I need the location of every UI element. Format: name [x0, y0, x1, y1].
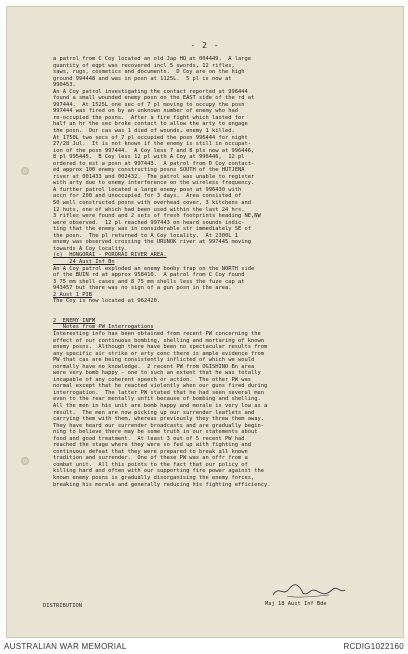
- text-line: interrogation. The latter PW stated that he had seen several men: [53, 389, 264, 396]
- text-line: Interesting info has been obtained from recent PW concerning the: [53, 330, 261, 337]
- text-line: breaking his morale and generally reducing his fighting efficiency.: [53, 481, 271, 488]
- text-line: ed approx 100 enemy constructing posns SOUTH of the HUTJENA: [53, 167, 245, 174]
- text-line: enemy posns. Although there have been no spectacular results from: [53, 344, 268, 351]
- footer-institution: AUSTRALIAN WAR MEMORIAL: [4, 642, 127, 651]
- handwritten-signature: [269, 581, 349, 601]
- page-number: - 2 -: [190, 41, 220, 50]
- text-line: were observed. 12 pl reached 997443 on heard sounds indic-: [53, 219, 245, 226]
- text-line: a patrol from C Coy located an old Jap HQ at 004449. A large: [53, 56, 251, 62]
- text-line: enemy was observed crossing the URUNOK river at 997445 moving: [53, 239, 251, 246]
- signature-stamp: Maj 18 Aust Inf Bde: [265, 601, 327, 607]
- text-line: continuous defeat that they were prepared to break all known: [53, 448, 248, 455]
- text-line: any specific air strike or arty conc there is ample evidence from: [53, 350, 264, 357]
- text-line: known enemy posns is gradually disorganising the enemy forces,: [53, 475, 255, 481]
- text-line: were very bomb happy - one to such an extent that he was totally: [53, 370, 261, 377]
- text-line: normal except that he reacted violently when our guns fired during: [53, 383, 268, 390]
- text-line: tradition and surrender. One of these PW was an offr from a: [53, 455, 248, 462]
- text-line: 3 75 mm shell cases and 8 75 mm shells less the fuze cap at: [53, 278, 245, 285]
- text-line: Notes from PW Interrogations: [53, 324, 154, 331]
- text-line: of the BUIN rd at approx 958416. A patrol from C Coy found: [53, 272, 245, 279]
- text-line: ion of the posn 997444. A Coy less 7 and 8 pls now at 996446,: [53, 147, 255, 154]
- text-line: 997444 was fired on by an unknown number of enemy who had: [53, 108, 238, 115]
- text-line: 12 huts, one of which had been used within the last 24 hrs.: [53, 206, 245, 213]
- archive-footer: [0, 640, 408, 654]
- footer-record-id: RCDIG1022160: [343, 642, 404, 651]
- punch-holes: [21, 7, 31, 637]
- text-line: 997444. At 1525L one sec of 7 pl moving to occupy the posn: [53, 101, 245, 108]
- text-line: (c) HONGORAI - PORORAI RIVER AREA.: [53, 252, 167, 259]
- text-line: 2 Aust 1 PIB: [53, 291, 92, 298]
- text-line: A further patrol located a large enemy posn at 996430 with: [53, 186, 242, 193]
- text-line: river at 001433 and 002432. The patrol was unable to register: [53, 173, 255, 180]
- text-line: 943457 but there was no sign of a gun posn in the area.: [53, 285, 232, 292]
- text-line: 2 ENEMY INFM: [53, 317, 96, 324]
- distribution-label: DISTRIBUTION: [43, 603, 82, 609]
- text-line: combat unit. All this points to the fact that our policy of: [53, 461, 248, 468]
- text-line: ting that the enemy was in considerable str immediately SE of: [53, 226, 251, 233]
- text-line: They have heard our surrender broadcasts and are gradually begin-: [53, 422, 264, 429]
- text-line: ning to believe there may be some truth in our statements about: [53, 429, 258, 436]
- text-line: the posn. Our cas was 1 died of wounds, enemy 1 killed.: [53, 128, 235, 135]
- text-line: quantity of eqpt was recovered incl 5 swords, 12 rifles,: [53, 62, 235, 69]
- text-line: with arty due to enemy interference on the wireless frequency.: [53, 180, 255, 187]
- text-line: 27/28 Jul. It is not known if the enemy is still in occupat-: [53, 141, 251, 148]
- punch-hole: [21, 167, 29, 175]
- document-body: [53, 56, 389, 488]
- text-line: carrying them with them, whereas previously they threw them away.: [53, 416, 264, 423]
- text-line: 990453.: [53, 82, 76, 89]
- text-line: ground 994448 and was in posn at 1125L. 5 pl is now at: [53, 75, 232, 82]
- text-line: All the men in his unit are bomb happy and morale is very low as a: [53, 402, 268, 409]
- text-line: effect of our continuous bombing, shelling and mortaring of known: [53, 337, 264, 344]
- text-line: re-occupied the posns. After a fire fight which lasted for: [53, 114, 245, 121]
- text-line: The Coy is now located at 962420.: [53, 298, 161, 305]
- document-page: [6, 6, 404, 638]
- text-line: half an hr the sec broke contact to allow the arty to engage: [53, 121, 248, 128]
- text-line: towards A Coy locality.: [53, 245, 128, 252]
- text-line: An A Coy patrol investigating the contact reported at 996444: [53, 88, 248, 95]
- text-line: 50 well constructed posns with overhead cover, 3 kitchens and: [53, 200, 251, 207]
- punch-hole: [21, 457, 29, 465]
- text-line: 3 rifles were found and 2 sets of fresh footprints heading NE,NW: [53, 213, 261, 220]
- text-line: accn for 200 and unoccupied for 3 days. Area consisted of: [53, 193, 242, 200]
- text-line: ordered to est a posn at 997443. A patrol from D Coy contact-: [53, 160, 255, 167]
- text-line: An A Coy patrol exploded an enemy booby trap on the NORTH side: [53, 265, 255, 272]
- text-line: normally have no knowledge. 2 recent PW from OGISHINO Bn area: [53, 363, 255, 370]
- text-line: food and good treatment. At least 3 out of 5 recent PW had: [53, 435, 245, 442]
- text-line: reached the stage where they were so fed up with fighting and: [53, 442, 251, 449]
- text-line: even to the rear mentally unfit because of bombing and shelling.: [53, 396, 261, 403]
- text-line: 8 pl 995445. B Coy less 12 pl with A Coy at 996446, 12 pl: [53, 154, 245, 161]
- text-line: incapable of any coherent speech or action. The other PW was: [53, 376, 251, 383]
- text-line: the posn. The pl returned to A Coy locality. At 2300L 1: [53, 232, 238, 239]
- text-line: At 1750L two secs of 7 pl occupied the posn 996444 for night: [53, 134, 248, 141]
- text-line: found a small wounded enemy posn on the EAST side of the rd at: [53, 95, 255, 102]
- text-line: 24 Aust Inf Bn: [53, 258, 115, 265]
- text-line: PW that cas are being consistently inflicted of which we would: [53, 357, 255, 364]
- text-line: result. The men are now picking up our surrender leaflets and: [53, 409, 255, 416]
- text-line: saws, rugs, cosmetics and documents. D Coy are on the high: [53, 69, 245, 76]
- text-line: killing hard and often with our supporting fire power against the: [53, 468, 264, 475]
